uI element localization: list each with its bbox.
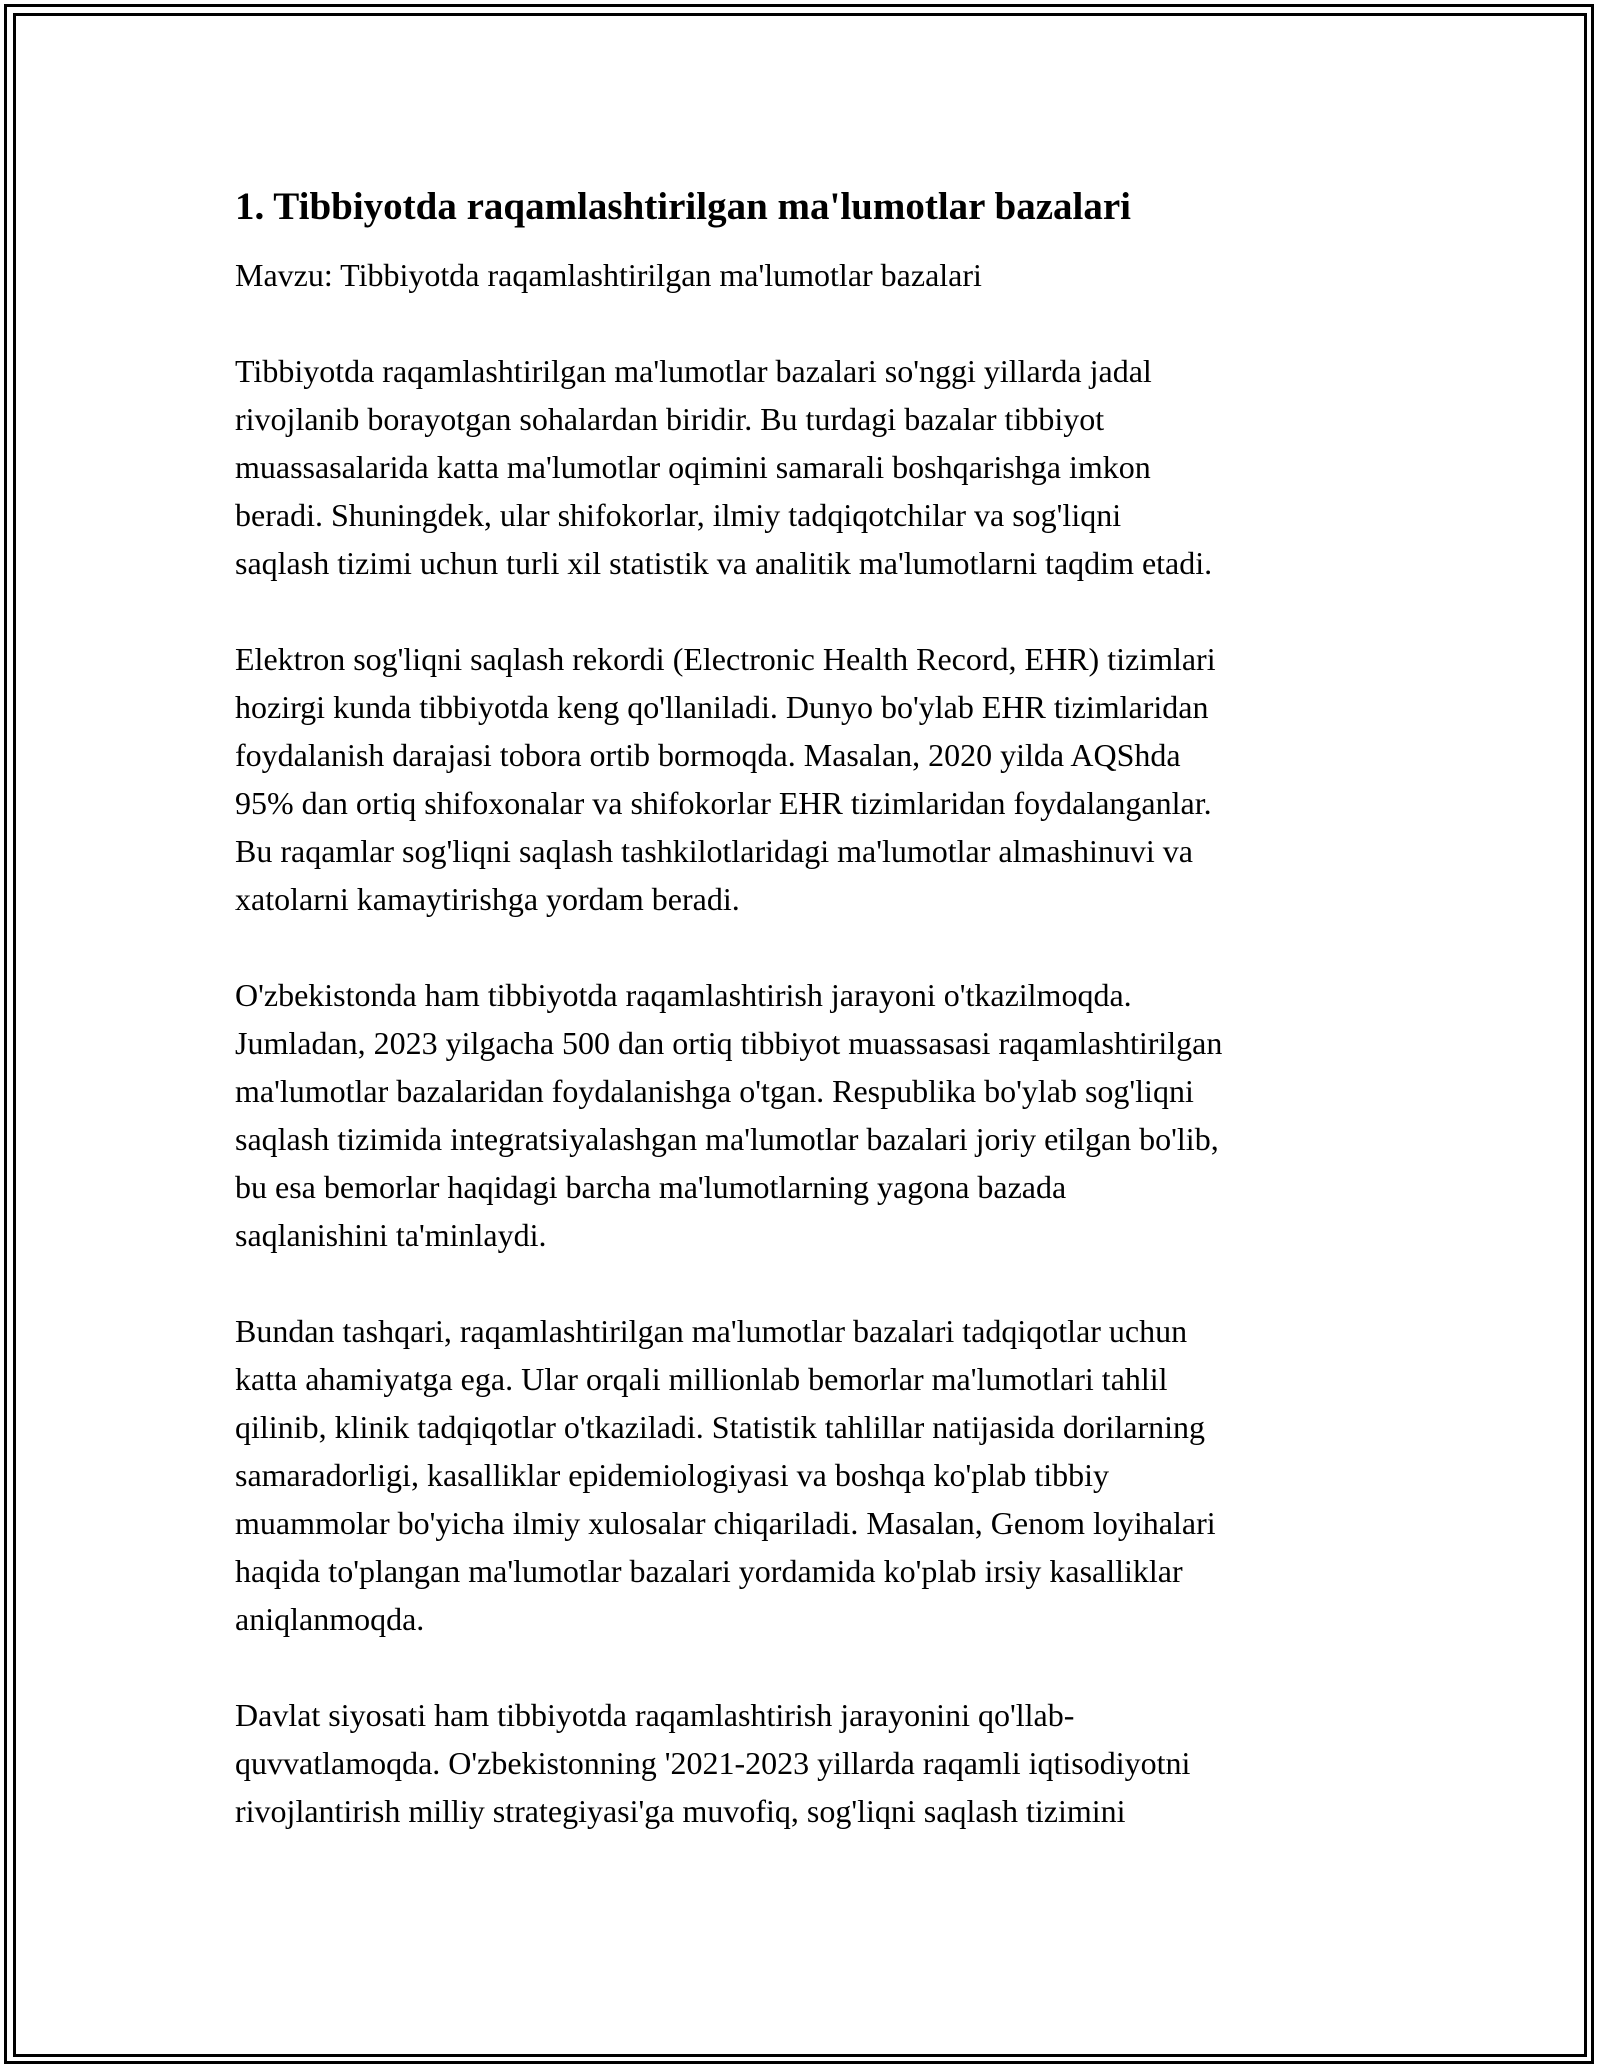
paragraph-line: katta ahamiyatga ega. Ular orqali millionlab bemorlar ma'lumotlari tahlil: [235, 1361, 1168, 1397]
paragraph-line: quvvatlamoqda. O'zbekistonning '2021-2023 yillarda raqamli iqtisodiyotni: [235, 1745, 1191, 1781]
paragraph-line: Davlat siyosati ham tibbiyotda raqamlashtirish jarayonini qo'llab-: [235, 1697, 1075, 1733]
paragraph-line: muassasalarida katta ma'lumotlar oqimini samarali boshqarishga imkon: [235, 449, 1151, 485]
paragraph-line: saqlash tizimi uchun turli xil statistik va analitik ma'lumotlarni taqdim etadi.: [235, 545, 1213, 581]
document-subtitle: Mavzu: Tibbiyotda raqamlashtirilgan ma'lumotlar bazalari: [235, 257, 982, 293]
paragraph-line: Bu raqamlar sog'liqni saqlash tashkilotlaridagi ma'lumotlar almashinuvi va: [235, 833, 1193, 869]
paragraph-line: rivojlanib borayotgan sohalardan biridir. Bu turdagi bazalar tibbiyot: [235, 401, 1105, 437]
paragraph-list: [235, 347, 1375, 1835]
paragraph-line: beradi. Shuningdek, ular shifokorlar, ilmiy tadqiqotchilar va sog'liqni: [235, 497, 1122, 533]
paragraph-line: ma'lumotlar bazalaridan foydalanishga o'tgan. Respublika bo'ylab sog'liqni: [235, 1073, 1194, 1109]
paragraph-line: Jumladan, 2023 yilgacha 500 dan ortiq tibbiyot muassasasi raqamlashtirilgan: [235, 1025, 1223, 1061]
paragraph-line: O'zbekistonda ham tibbiyotda raqamlashtirish jarayoni o'tkazilmoqda.: [235, 977, 1132, 1013]
paragraph: [235, 971, 1375, 1259]
paragraph-line: xatolarni kamaytirishga yordam beradi.: [235, 881, 740, 917]
paragraph-line: saqlanishini ta'minlaydi.: [235, 1217, 547, 1253]
paragraph-line: qilinib, klinik tadqiqotlar o'tkaziladi. Statistik tahlillar natijasida dorilarning: [235, 1409, 1206, 1445]
paragraph: [235, 347, 1375, 587]
paragraph-line: rivojlantirish milliy strategiyasi'ga muvofiq, sog'liqni saqlash tizimini: [235, 1793, 1126, 1829]
paragraph-line: hozirgi kunda tibbiyotda keng qo'llaniladi. Dunyo bo'ylab EHR tizimlaridan: [235, 689, 1209, 725]
document-title: 1. Tibbiyotda raqamlashtirilgan ma'lumotlar bazalari: [235, 185, 1132, 228]
paragraph: [235, 635, 1375, 923]
paragraph: [235, 1307, 1375, 1643]
paragraph-line: saqlash tizimida integratsiyalashgan ma'lumotlar bazalari joriy etilgan bo'lib,: [235, 1121, 1219, 1157]
paragraph-line: Tibbiyotda raqamlashtirilgan ma'lumotlar bazalari so'nggi yillarda jadal: [235, 353, 1152, 389]
paragraph-line: 95% dan ortiq shifoxonalar va shifokorlar EHR tizimlaridan foydalanganlar.: [235, 785, 1212, 821]
document-body: [235, 183, 1375, 1883]
paragraph-line: muammolar bo'yicha ilmiy xulosalar chiqariladi. Masalan, Genom loyihalari: [235, 1505, 1216, 1541]
paragraph-line: Elektron sog'liqni saqlash rekordi (Electronic Health Record, EHR) tizimlari: [235, 641, 1216, 677]
paragraph-line: aniqlanmoqda.: [235, 1601, 425, 1637]
paragraph: [235, 1691, 1375, 1835]
paragraph-line: foydalanish darajasi tobora ortib bormoqda. Masalan, 2020 yilda AQShda: [235, 737, 1181, 773]
paragraph-line: samaradorligi, kasalliklar epidemiologiyasi va boshqa ko'plab tibbiy: [235, 1457, 1110, 1493]
paragraph-line: bu esa bemorlar haqidagi barcha ma'lumotlarning yagona bazada: [235, 1169, 1067, 1205]
paragraph-line: haqida to'plangan ma'lumotlar bazalari yordamida ko'plab irsiy kasalliklar: [235, 1553, 1183, 1589]
paragraph-line: Bundan tashqari, raqamlashtirilgan ma'lumotlar bazalari tadqiqotlar uchun: [235, 1313, 1188, 1349]
